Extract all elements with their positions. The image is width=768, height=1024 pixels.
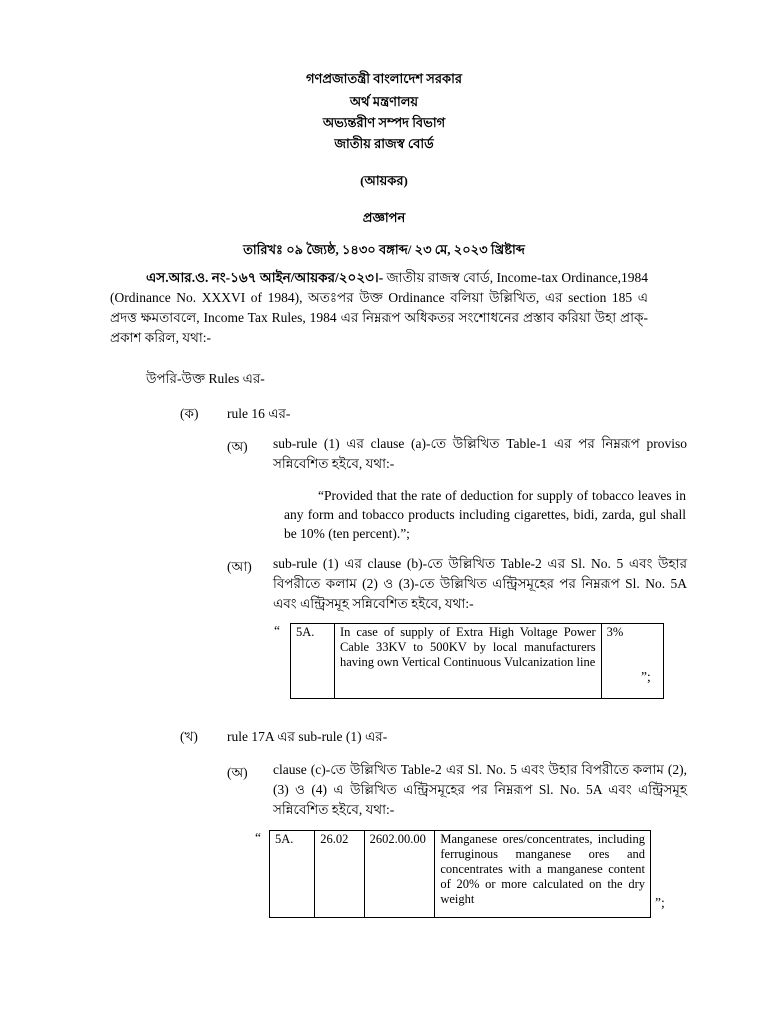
item-ka-text: rule 16 এর- [227,406,291,421]
intro-paragraph [110,268,648,348]
table1-rate: 3% [601,624,663,699]
sro-number: এস.আর.ও. নং-১৬৭ আইন/আয়কর/২০২৩।- [146,270,384,285]
sub-a2-marker: (অ) [227,765,248,780]
sub-a2-text: clause (c)-তে উল্লিখিত Table-2 এর Sl. No. 5 এবং উহার বিপরীতে কলাম (2), (3) ও (4) এ উল্লিখিত এন্ট্রিসমূহের পর নিম্নরূপ Sl. No. 5A এবং এন্ট্রিসমূহ সন্নিবেশিত হইবে, যথা:- [273,762,687,817]
table-row [270,831,651,918]
notice-title: প্রজ্ঞাপন [362,210,406,225]
notice-date: তারিখঃ ০৯ জ্যৈষ্ঠ, ১৪৩০ বঙ্গাব্দ/ ২৩ মে, ২০২৩ খ্রিষ্টাব্দ [243,242,525,257]
item-kha-text: rule 17A এর sub-rule (1) এর- [227,729,388,744]
sub-aa-marker: (আ) [227,559,252,574]
table2-heading: 26.02 [315,831,364,918]
item-ka-marker: (ক) [180,406,199,421]
sub-a1-marker: (অ) [227,439,248,454]
table1-open-quote: “ [274,623,280,638]
table1 [290,623,664,699]
board-title: জাতীয় রাজস্ব বোর্ড [334,136,434,151]
sub-aa-text: sub-rule (1) এর clause (b)-তে উল্লিখিত Table-2 এর Sl. No. 5 এবং উহার বিপরীতে কলাম (2) ও (3)-তে উল্লিখিত এন্ট্রিসমূহের পর নিম্নরূপ Sl. No. 5A এবং এন্ট্রিসমূহ সন্নিবেশিত হইবে, যথা:- [273,556,687,611]
ministry-title: অর্থ মন্ত্রণালয় [349,94,419,109]
table2-desc: Manganese ores/concentrates, including ferruginous manganese ores and concentrates with a manganese content of 20% or more calculated on the dry weight [435,831,651,918]
table2-hs-code: 2602.00.00 [364,831,435,918]
intro-text: জাতীয় রাজস্ব বোর্ড, Income-tax Ordinance,1984 (Ordinance No. XXXVI of 1984), অতঃপর উক্ত Ordinance বলিয়া উল্লিখিত, এর section 185 এ প্রদত্ত ক্ষমতাবলে, Income Tax Rules, 1984 এর নিম্নরূপ অধিকতর সংশোধনের প্রস্তাব করিয়া উহা প্রাক্-প্রকাশ করিল, যথা:- [110,270,649,345]
proviso-text: “Provided that the rate of deduction for supply of tobacco leaves in any form and tobacco products including cigarettes, bidi, zarda, gul shall be 10% (ten percent).”; [284,488,686,541]
table-row [291,624,664,699]
table1-close-quote: ”; [641,669,651,684]
table2-open-quote: “ [255,830,261,845]
table1-desc: In case of supply of Extra High Voltage Power Cable 33KV to 500KV by local manufacturers having own Vertical Continuous Vulcanization line [334,624,601,699]
government-title: গণপ্রজাতন্ত্রী বাংলাদেশ সরকার [305,71,463,86]
table1-sl: 5A. [291,624,335,699]
rules-intro: উপরি-উক্ত Rules এর- [146,371,265,386]
sub-a1-text: sub-rule (1) এর clause (a)-তে উল্লিখিত Table-1 এর পর নিম্নরূপ proviso সন্নিবেশিত হইবে, যথা:- [273,436,687,471]
table2-close-quote: ”; [655,895,665,910]
table2-sl: 5A. [270,831,315,918]
division-title: অভ্যন্তরীণ সম্পদ বিভাগ [322,115,446,130]
tax-title: (আয়কর) [360,173,408,188]
item-kha-marker: (খ) [180,729,198,744]
table2 [269,830,651,918]
